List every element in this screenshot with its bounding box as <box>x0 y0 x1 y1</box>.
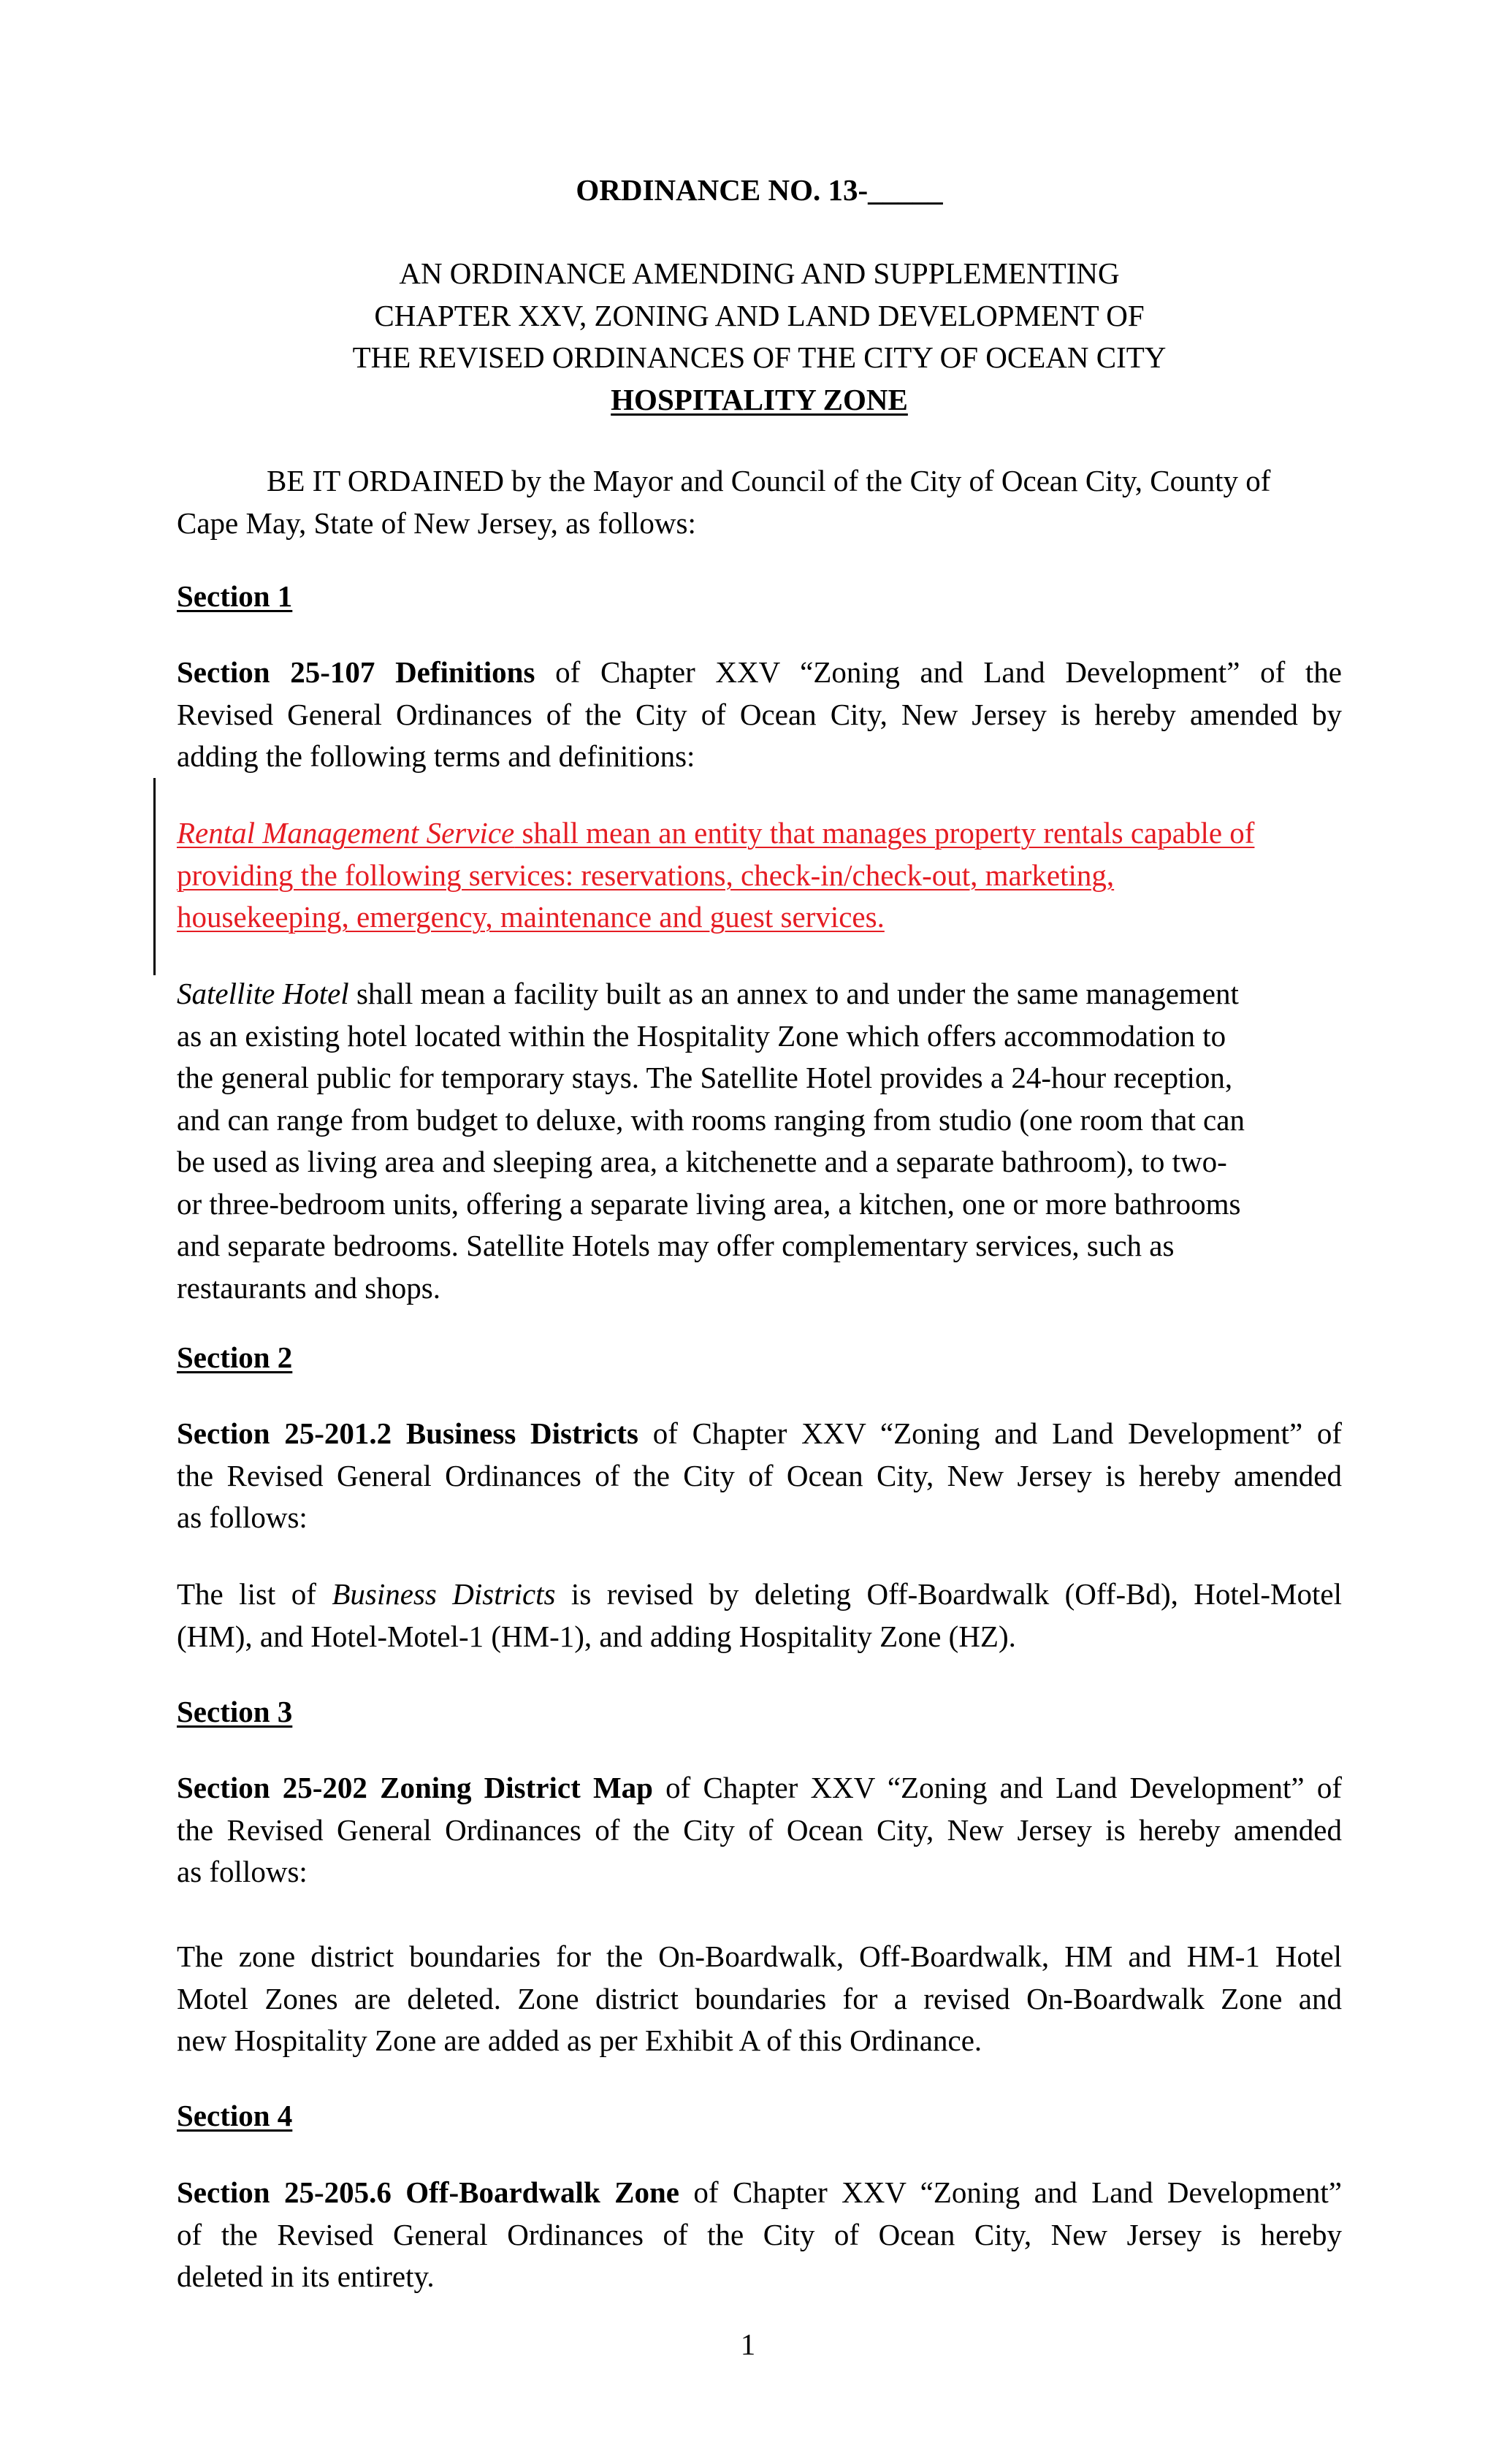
definition-text: restaurants and shops. <box>177 1270 440 1305</box>
intro-text: as follows: <box>177 1855 308 1888</box>
section-2-heading <box>177 1337 1342 1379</box>
body-text: new Hospitality Zone are added as per Exhibit A of this Ordinance. <box>177 2024 982 2057</box>
document-header <box>177 169 1342 212</box>
section-2-body <box>177 1574 1342 1658</box>
defined-term: Business Districts <box>332 1577 556 1611</box>
preamble-line: BE IT ORDAINED by the Mayor and Council of the City of Ocean City, County of <box>267 464 1271 497</box>
intro-text: of Chapter XXV “Zoning and Land Development” of <box>638 1416 1343 1450</box>
section-3-intro <box>177 1767 1342 1893</box>
definition-text: or three-bedroom units, offering a separate living area, a kitchen, one or more bathrooms <box>177 1186 1241 1221</box>
definition-text: and can range from budget to deluxe, with rooms ranging from studio (one room that can <box>177 1102 1245 1137</box>
ordinance-subtitle: HOSPITALITY ZONE <box>611 382 908 416</box>
section-reference: Section 25-107 Definitions <box>177 655 535 689</box>
definition-text: be used as living area and sleeping area, a kitchenette and a separate bathroom), to two- <box>177 1145 1227 1178</box>
definition-text: shall mean a facility built as an annex to and under the same management <box>348 977 1239 1010</box>
intro-text: as follows: <box>177 1500 308 1534</box>
section-4-heading <box>177 2095 1342 2137</box>
intro-text: deleted in its entirety. <box>177 2259 435 2293</box>
title-line: AN ORDINANCE AMENDING AND SUPPLEMENTING <box>399 256 1120 290</box>
definition-text: providing the following services: reservations, check-in/check-out, marketing, <box>177 858 1115 892</box>
intro-text: of the Revised General Ordinances of the City of Ocean City, New Jersey is hereby <box>177 2217 1342 2251</box>
preamble <box>177 460 1342 544</box>
section-heading: Section 4 <box>177 2099 293 2132</box>
intro-text: of Chapter XXV “Zoning and Land Development” <box>679 2175 1342 2209</box>
intro-text: the Revised General Ordinances of the City of Ocean City, New Jersey is hereby amended <box>177 1458 1342 1492</box>
defined-term: Rental Management Service <box>177 816 515 850</box>
definition-text: the general public for temporary stays. The Satellite Hotel provides a 24-hour reception, <box>177 1061 1233 1094</box>
section-3-body <box>177 1936 1342 2062</box>
revision-bar <box>153 778 156 975</box>
ordinance-number: ORDINANCE NO. 13-_____ <box>576 173 943 207</box>
definition-text: housekeeping, emergency, maintenance and guest services. <box>177 900 885 934</box>
title-line: THE REVISED ORDINANCES OF THE CITY OF OCEAN CITY <box>352 340 1167 374</box>
intro-text: the Revised General Ordinances of the City of Ocean City, New Jersey is hereby amended <box>177 1812 1342 1847</box>
section-4-intro <box>177 2172 1342 2298</box>
section-heading: Section 2 <box>177 1340 293 1374</box>
intro-text: adding the following terms and definitions: <box>177 739 695 773</box>
section-heading: Section 3 <box>177 1695 293 1728</box>
body-text: (HM), and Hotel-Motel-1 (HM-1), and adding Hospitality Zone (HZ). <box>177 1619 1016 1653</box>
body-text: Motel Zones are deleted. Zone district boundaries for a revised On-Boardwalk Zone and <box>177 1981 1342 2015</box>
section-3-heading <box>177 1691 1342 1733</box>
title-line: CHAPTER XXV, ZONING AND LAND DEVELOPMENT OF <box>374 298 1145 332</box>
section-heading: Section 1 <box>177 579 293 613</box>
body-text: The zone district boundaries for the On-Boardwalk, Off-Boardwalk, HM and HM-1 Hotel <box>177 1939 1342 1973</box>
definition-text: shall mean an entity that manages property rentals capable of <box>514 816 1255 850</box>
defined-term: Satellite Hotel <box>177 977 349 1010</box>
intro-text: of Chapter XXV “Zoning and Land Development” of <box>652 1771 1342 1804</box>
page-number: 1 <box>740 2327 756 2361</box>
definition-text: and separate bedrooms. Satellite Hotels may offer complementary services, such as <box>177 1229 1175 1262</box>
definition-satellite-hotel <box>177 973 1342 1309</box>
section-reference: Section 25-202 Zoning District Map <box>177 1771 653 1804</box>
definition-rental-management-service <box>177 812 1342 939</box>
section-1-heading <box>177 576 1342 618</box>
intro-text: of Chapter XXV “Zoning and Land Development” of the <box>535 655 1342 689</box>
section-2-intro <box>177 1413 1342 1539</box>
ordinance-title <box>177 253 1342 421</box>
intro-text: Revised General Ordinances of the City of Ocean City, New Jersey is hereby amended by <box>177 697 1342 731</box>
section-reference: Section 25-201.2 Business Districts <box>177 1416 638 1450</box>
section-1-intro <box>177 652 1342 778</box>
definition-text: as an existing hotel located within the Hospitality Zone which offers accommodation to <box>177 1018 1226 1053</box>
section-reference: Section 25-205.6 Off-Boardwalk Zone <box>177 2175 679 2209</box>
body-text: The list of <box>177 1577 332 1611</box>
body-text: is revised by deleting Off-Boardwalk (Off-Bd), Hotel-Motel <box>555 1577 1342 1611</box>
preamble-line: Cape May, State of New Jersey, as follows: <box>177 506 696 540</box>
